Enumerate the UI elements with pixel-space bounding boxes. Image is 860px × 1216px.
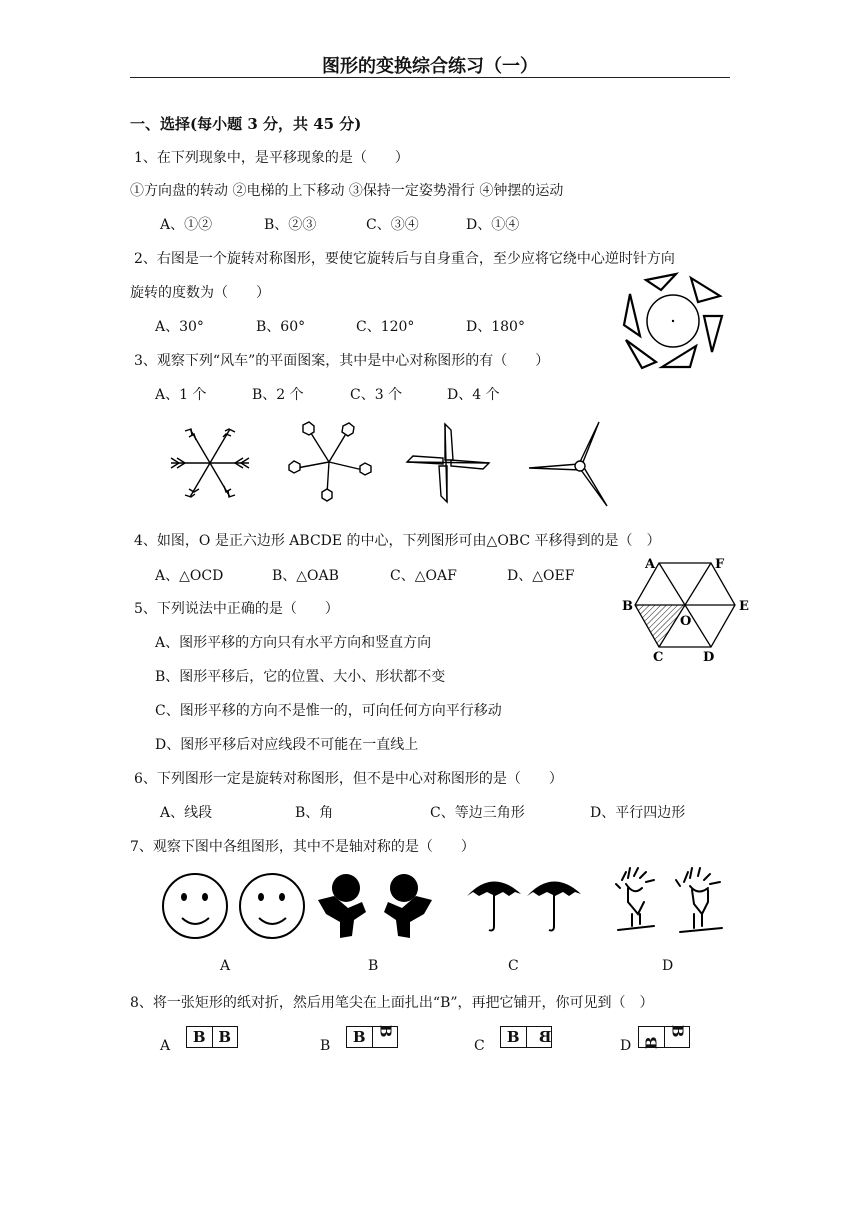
q2-option-a[interactable]: A、30° <box>155 319 204 335</box>
q1-option-d[interactable]: D、①④ <box>466 217 520 233</box>
q8-option-d-card[interactable] <box>638 1026 690 1048</box>
q8-d-right-letter: B <box>667 1024 686 1038</box>
q4-option-b[interactable]: B、△OAB <box>272 568 339 584</box>
windmill-2 <box>285 420 375 504</box>
q7-figure-d-sketches <box>614 866 728 938</box>
q7-label-d[interactable]: D <box>662 958 674 974</box>
windmill-1 <box>165 423 255 503</box>
q5-option-d[interactable]: D、图形平移后对应线段不可能在一直线上 <box>155 737 419 753</box>
q7-label-b[interactable]: B <box>368 958 379 974</box>
q3-option-c[interactable]: C、3 个 <box>350 387 403 403</box>
q8-c-left-letter: B <box>506 1028 520 1046</box>
page-title: 图形的变换综合练习（一） <box>322 56 538 77</box>
q4-hexagon-figure <box>620 555 755 667</box>
q3-option-b[interactable]: B、2 个 <box>252 387 304 403</box>
q8-label-c[interactable]: C <box>474 1038 485 1054</box>
q8-a-right-letter: B <box>212 1027 238 1047</box>
hex-label-f: F <box>715 557 725 572</box>
q5-option-c[interactable]: C、图形平移的方向不是惟一的，可向任何方向平行移动 <box>155 703 502 719</box>
q1-option-c[interactable]: C、③④ <box>366 217 419 233</box>
q1-option-a[interactable]: A、①② <box>160 217 213 233</box>
q2-option-d[interactable]: D、180° <box>466 319 525 335</box>
section-heading: 一、选择(每小题 3 分，共 45 分) <box>130 115 362 133</box>
q8-d-left-cell <box>639 1027 664 1050</box>
q3-option-d[interactable]: D、4 个 <box>447 387 500 403</box>
q1-phenomena: ①方向盘的转动 ②电梯的上下移动 ③保持一定姿势滑行 ④钟摆的运动 <box>130 183 564 199</box>
q6-option-a[interactable]: A、线段 <box>160 805 213 821</box>
q7-label-a[interactable]: A <box>220 958 231 974</box>
q8-d-left-letter: B <box>642 1036 661 1050</box>
q8-option-c-card[interactable] <box>500 1026 552 1048</box>
q7-figure-b-silhouettes <box>314 872 436 942</box>
hex-label-c: C <box>653 650 664 665</box>
q8-label-d[interactable]: D <box>620 1038 632 1054</box>
hex-label-d: D <box>703 650 715 665</box>
title-underline <box>130 77 730 78</box>
q5-option-a[interactable]: A、图形平移的方向只有水平方向和竖直方向 <box>155 635 432 651</box>
q4-option-a[interactable]: A、△OCD <box>155 568 224 584</box>
q2-stem-line2: 旋转的度数为（ ） <box>130 285 270 301</box>
q8-label-a[interactable]: A <box>160 1038 171 1054</box>
q5-option-b[interactable]: B、图形平移后，它的位置、大小、形状都不变 <box>155 669 446 685</box>
hex-label-o: O <box>680 614 692 629</box>
q8-option-b-card[interactable] <box>346 1026 398 1048</box>
q8-a-left-letter: B <box>192 1028 206 1046</box>
q7-figure-a-smileys <box>160 870 310 942</box>
q2-rotation-figure <box>616 270 736 375</box>
q1-option-b[interactable]: B、②③ <box>264 217 317 233</box>
q8-stem: 8、将一张矩形的纸对折，然后用笔尖在上面扎出“B”，再把它铺开，你可见到（ ） <box>130 995 654 1011</box>
q8-label-b[interactable]: B <box>320 1038 331 1054</box>
q2-option-b[interactable]: B、60° <box>256 319 306 335</box>
windmill-3 <box>405 420 493 506</box>
q8-c-right-cell <box>526 1027 552 1047</box>
q8-d-right-cell <box>664 1024 690 1047</box>
q6-option-b[interactable]: B、角 <box>295 805 334 821</box>
q6-option-c[interactable]: C、等边三角形 <box>430 805 525 821</box>
q2-stem-line1: 2、右图是一个旋转对称图形，要使它旋转后与自身重合，至少应将它绕中心逆时针方向 <box>134 251 675 267</box>
q7-figure-c-umbrellas <box>465 874 585 934</box>
hex-label-e: E <box>739 599 749 614</box>
q8-c-right-letter: B <box>538 1028 551 1046</box>
q7-label-c[interactable]: C <box>508 958 519 974</box>
q3-option-a[interactable]: A、1 个 <box>155 387 207 403</box>
q8-option-a-card[interactable] <box>186 1026 238 1048</box>
q3-stem: 3、观察下列“风车”的平面图案，其中是中心对称图形的有（ ） <box>134 353 550 369</box>
q8-b-right-cell <box>372 1024 398 1047</box>
q4-option-d[interactable]: D、△OEF <box>507 568 575 584</box>
q4-option-c[interactable]: C、△OAF <box>390 568 457 584</box>
windmill-4 <box>525 418 610 510</box>
q2-option-c[interactable]: C、120° <box>356 319 415 335</box>
q1-stem: 1、在下列现象中，是平移现象的是（ ） <box>134 150 409 166</box>
q5-stem: 5、下列说法中正确的是（ ） <box>134 601 339 617</box>
hex-label-a: A <box>645 557 656 572</box>
q4-stem: 4、如图，O 是正六边形 ABCDE 的中心，下列图形可由△OBC 平移得到的是（ ） <box>134 533 661 549</box>
hex-label-b: B <box>622 599 633 614</box>
q8-b-right-letter: B <box>375 1024 394 1038</box>
q7-stem: 7、观察下图中各组图形，其中不是轴对称的是（ ） <box>130 839 475 855</box>
q6-stem: 6、下列图形一定是旋转对称图形，但不是中心对称图形的是（ ） <box>134 771 563 787</box>
q8-b-left-letter: B <box>352 1028 366 1046</box>
q6-option-d[interactable]: D、平行四边形 <box>590 805 686 821</box>
